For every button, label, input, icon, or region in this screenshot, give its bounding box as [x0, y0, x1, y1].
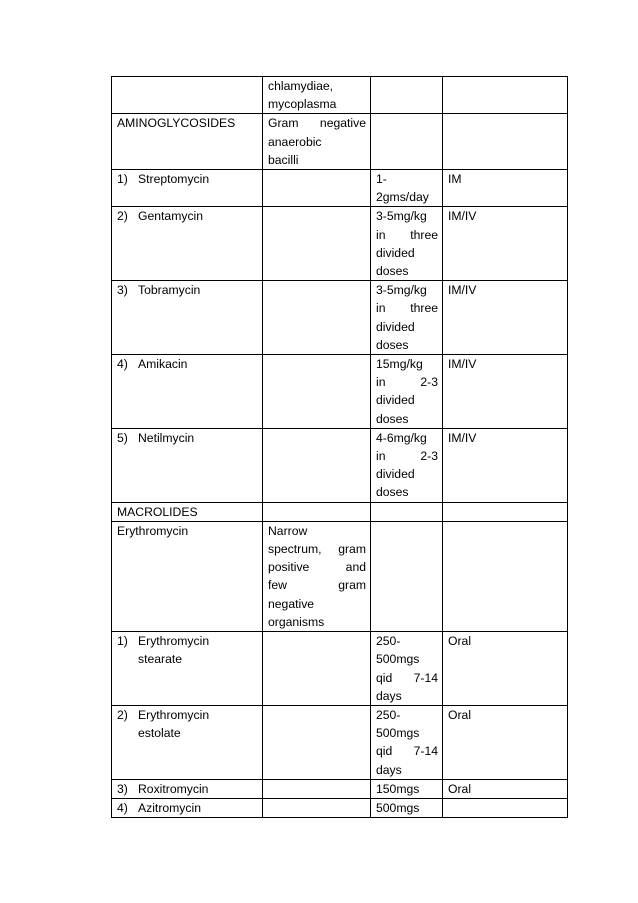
item-number: 2) [117, 209, 128, 224]
cell-line: Gentamycin [138, 209, 204, 224]
table-row [112, 502, 568, 521]
item-number: 3) [117, 781, 128, 796]
table-body [112, 77, 568, 818]
cell-line: MACROLIDES [117, 504, 198, 519]
cell-line: Streptomycin [138, 172, 210, 187]
cell-line: Erythromycin [117, 523, 189, 538]
cell-c4 [443, 355, 568, 429]
cell-c3 [371, 355, 443, 429]
cell-line: positive and [268, 560, 366, 575]
cell-c3 [371, 798, 443, 817]
table-row [112, 428, 568, 502]
item-number: 5) [117, 430, 128, 445]
cell-line: qid 7-14 [376, 744, 438, 759]
cell-c1 [112, 281, 263, 355]
table-row [112, 114, 568, 170]
cell-line: Amikacin [138, 357, 188, 372]
cell-c1 [112, 77, 263, 114]
table-row [112, 798, 568, 817]
cell-line: doses [376, 337, 409, 352]
cell-c2 [263, 502, 371, 521]
item-number: 4) [117, 800, 128, 815]
cell-c2 [263, 779, 371, 798]
cell-line: chlamydiae, [268, 79, 334, 93]
cell-c3 [371, 779, 443, 798]
cell-line: IM/IV [448, 283, 477, 298]
table-row [112, 77, 568, 114]
cell-line: Gram negative [268, 116, 366, 131]
cell-line: 2gms/day [376, 190, 429, 205]
item-number: 2) [117, 707, 128, 722]
cell-c1 [112, 207, 263, 281]
cell-c3 [371, 428, 443, 502]
table-row [112, 170, 568, 207]
cell-line: negative [268, 596, 315, 611]
cell-c2 [263, 207, 371, 281]
cell-c4 [443, 281, 568, 355]
cell-c1 [112, 502, 263, 521]
cell-line: stearate [138, 652, 183, 667]
table-row [112, 779, 568, 798]
cell-c2 [263, 798, 371, 817]
cell-c3 [371, 281, 443, 355]
cell-line: divided [376, 467, 415, 482]
cell-c2 [263, 521, 371, 631]
cell-line: AMINOGLYCOSIDES [117, 116, 236, 131]
cell-line: days [376, 688, 402, 703]
cell-c3 [371, 632, 443, 706]
table-row [112, 632, 568, 706]
cell-line: bacilli [268, 152, 299, 167]
cell-line: in three [376, 301, 438, 316]
cell-line: Oral [448, 781, 472, 796]
cell-c4 [443, 705, 568, 779]
cell-line: 3-5mg/kg [376, 283, 427, 298]
cell-c2 [263, 281, 371, 355]
cell-c3 [371, 521, 443, 631]
cell-line: IM/IV [448, 430, 477, 445]
cell-c1 [112, 705, 263, 779]
cell-line: 4-6mg/kg [376, 430, 427, 445]
cell-c3 [371, 77, 443, 114]
cell-line: 15mg/kg [376, 357, 423, 372]
cell-line: few gram [268, 578, 366, 593]
cell-line: divided [376, 319, 415, 334]
cell-line: Netilmycin [138, 430, 195, 445]
cell-c4 [443, 521, 568, 631]
cell-c4 [443, 170, 568, 207]
cell-line: in 2-3 [376, 449, 438, 464]
cell-line: doses [376, 264, 409, 279]
cell-c2 [263, 114, 371, 170]
cell-line: qid 7-14 [376, 670, 438, 685]
cell-c2 [263, 355, 371, 429]
cell-c1 [112, 170, 263, 207]
item-number: 4) [117, 357, 128, 372]
cell-c3 [371, 114, 443, 170]
cell-line: Oral [448, 707, 472, 722]
cell-line: organisms [268, 614, 325, 629]
cell-c1 [112, 632, 263, 706]
cell-line: anaerobic [268, 134, 322, 149]
cell-line: 500mgs [376, 726, 420, 741]
cell-c3 [371, 705, 443, 779]
drug-table [111, 76, 568, 818]
cell-line: 500mgs [376, 652, 420, 667]
cell-line: 3-5mg/kg [376, 209, 427, 224]
cell-c1 [112, 114, 263, 170]
cell-line: IM [448, 172, 462, 187]
item-number: 1) [117, 634, 128, 649]
item-number: 3) [117, 283, 128, 298]
cell-c4 [443, 798, 568, 817]
table-row [112, 705, 568, 779]
cell-line: mycoplasma [268, 97, 337, 112]
cell-c4 [443, 428, 568, 502]
cell-c1 [112, 798, 263, 817]
cell-c2 [263, 632, 371, 706]
cell-c1 [112, 355, 263, 429]
cell-line: IM/IV [448, 357, 477, 372]
cell-line: in three [376, 227, 438, 242]
cell-c4 [443, 207, 568, 281]
cell-c4 [443, 502, 568, 521]
cell-c3 [371, 207, 443, 281]
cell-line: 250- [376, 707, 401, 722]
cell-line: Tobramycin [138, 283, 201, 298]
cell-line: divided [376, 393, 415, 408]
cell-c4 [443, 114, 568, 170]
cell-c2 [263, 705, 371, 779]
cell-line: Erythromycin [138, 634, 210, 649]
cell-line: Narrow [268, 523, 308, 538]
cell-c4 [443, 779, 568, 798]
cell-line: doses [376, 411, 409, 426]
cell-c3 [371, 170, 443, 207]
cell-line: spectrum, gram [268, 542, 366, 557]
table-row [112, 355, 568, 429]
cell-line: doses [376, 485, 409, 500]
cell-line: divided [376, 245, 415, 260]
cell-c2 [263, 77, 371, 114]
cell-line: 150mgs [376, 781, 420, 796]
cell-line: estolate [138, 726, 181, 741]
cell-line: Erythromycin [138, 707, 210, 722]
cell-c2 [263, 170, 371, 207]
cell-line: Azitromycin [138, 800, 201, 815]
cell-line: 250- [376, 634, 401, 649]
cell-c4 [443, 632, 568, 706]
cell-c1 [112, 779, 263, 798]
cell-c2 [263, 428, 371, 502]
table-row [112, 521, 568, 631]
table-row [112, 207, 568, 281]
table-row [112, 281, 568, 355]
cell-line: Roxitromycin [138, 781, 209, 796]
cell-c1 [112, 428, 263, 502]
cell-line: IM/IV [448, 209, 477, 224]
item-number: 1) [117, 172, 128, 187]
cell-c1 [112, 521, 263, 631]
cell-line: in 2-3 [376, 375, 438, 390]
cell-line: 1- [376, 172, 387, 187]
cell-line: 500mgs [376, 800, 420, 815]
cell-c3 [371, 502, 443, 521]
cell-c4 [443, 77, 568, 114]
cell-line: days [376, 762, 402, 777]
cell-line: Oral [448, 634, 472, 649]
